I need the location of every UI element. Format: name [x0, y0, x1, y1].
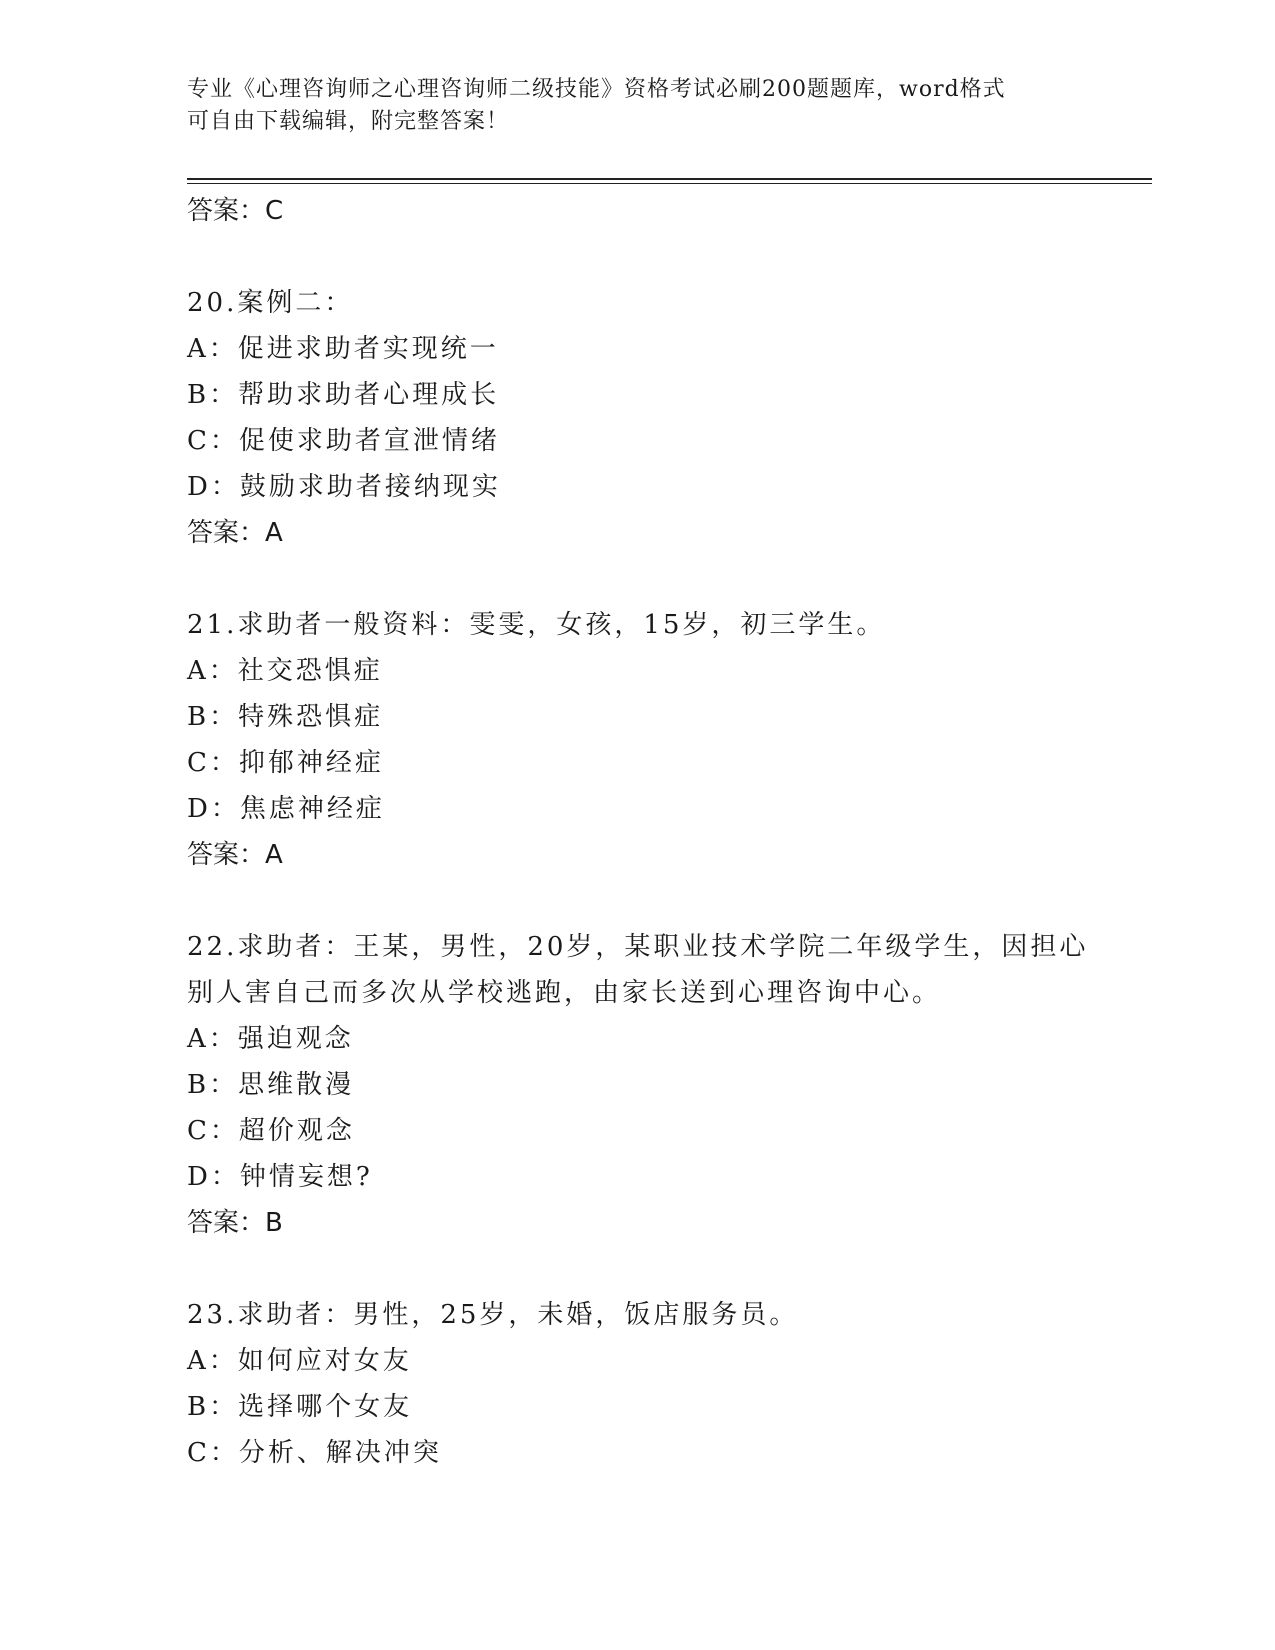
question-line: 20.案例二： — [187, 288, 354, 318]
option-line: D：焦虑神经症 — [187, 794, 385, 824]
answer-line: 答案：A — [187, 518, 283, 548]
header-title-line-1: 专业《心理咨询师之心理咨询师二级技能》资格考试必刷200题题库，word格式 — [187, 77, 1006, 102]
option-line: A：社交恐惧症 — [187, 656, 383, 686]
answer-line: 答案：A — [187, 840, 283, 870]
question-list — [187, 188, 1152, 1476]
option-line: B：选择哪个女友 — [187, 1392, 413, 1422]
header-title-line-2: 可自由下载编辑，附完整答案！ — [187, 109, 510, 134]
spacer — [187, 1246, 1152, 1292]
option-line: A：促进求助者实现统一 — [187, 334, 499, 364]
option-line: A：如何应对女友 — [187, 1346, 412, 1376]
option-line: B：帮助求助者心理成长 — [187, 380, 500, 410]
option-line: C：抑郁神经症 — [187, 748, 384, 778]
option-line: C：分析、解决冲突 — [187, 1438, 442, 1468]
option-line: C：促使求助者宣泄情绪 — [187, 426, 500, 456]
answer-line: 答案：B — [187, 1208, 283, 1238]
option-line: A：强迫观念 — [187, 1024, 354, 1054]
option-line: D：钟情妄想? — [187, 1162, 373, 1192]
option-line: B：特殊恐惧症 — [187, 702, 384, 732]
question-line: 21.求助者一般资料：雯雯，女孩，15岁，初三学生。 — [187, 610, 886, 640]
answer-line: 答案：C — [187, 196, 284, 226]
question-line: 23.求助者：男性，25岁，未婚，饭店服务员。 — [187, 1300, 799, 1330]
header-divider-thin — [187, 183, 1152, 184]
option-line: D：鼓励求助者接纳现实 — [187, 472, 501, 502]
option-line: B：思维散漫 — [187, 1070, 355, 1100]
document-header — [187, 74, 1087, 138]
spacer — [187, 556, 1152, 602]
spacer — [187, 234, 1152, 280]
spacer — [187, 878, 1152, 924]
header-divider-thick — [187, 178, 1152, 180]
question-line: 别人害自己而多次从学校逃跑，由家长送到心理咨询中心。 — [187, 978, 942, 1008]
option-line: C：超价观念 — [187, 1116, 355, 1146]
question-line: 22.求助者：王某，男性，20岁，某职业技术学院二年级学生，因担心 — [187, 932, 1089, 962]
